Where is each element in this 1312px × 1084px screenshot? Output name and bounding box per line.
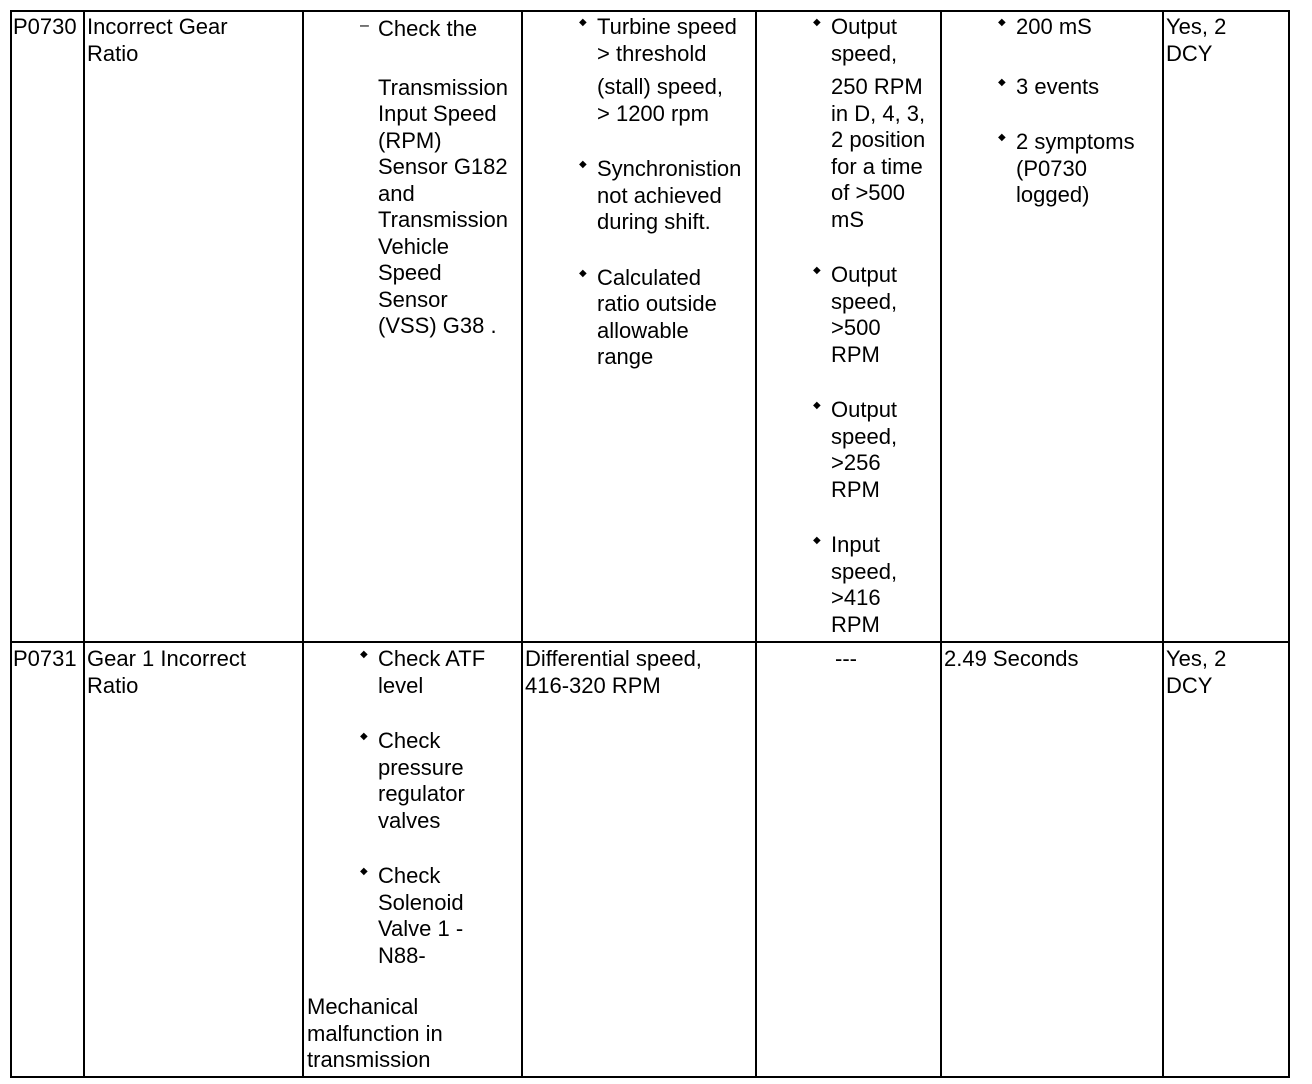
- monitor-strategy-value: Differential speed, 416-320 RPM: [525, 646, 702, 698]
- table-border-right: [1288, 10, 1290, 1078]
- enable-condition-item: ◆ Output speed, >500 RPM: [813, 262, 941, 368]
- enable-condition-item: ◆ Output speed,: [813, 14, 941, 67]
- dtc-description: Incorrect Gear Ratio: [87, 14, 228, 66]
- remedy-item: ◆ Check Solenoid Valve 1 - N88-: [360, 863, 525, 969]
- dtc-description: Gear 1 Incorrect Ratio: [87, 646, 246, 698]
- remedy-item-continuation: Transmission Input Speed (RPM) Sensor G182 and Transmission Vehicle Speed Sensor (VSS) G38 .: [378, 74, 508, 338]
- row-divider: [10, 641, 1290, 643]
- dtc-table: [10, 10, 1290, 1078]
- remedy-item: ◆ Check ATF level: [360, 646, 525, 699]
- table-border-left: [10, 10, 12, 1078]
- time-required-cell: [998, 14, 1160, 209]
- table-border-top: [10, 10, 1290, 12]
- enable-conditions-cell: [813, 14, 941, 638]
- time-required-item: ◆ 200 mS: [998, 14, 1160, 41]
- dtc-code: P0730: [13, 14, 77, 39]
- column-divider: [1162, 10, 1164, 1078]
- monitor-strategy-item: ◆ Calculated ratio outside allowable range: [579, 265, 757, 371]
- time-required-item: ◆ 3 events: [998, 74, 1160, 101]
- table-border-bottom: [10, 1076, 1290, 1078]
- column-divider: [302, 10, 304, 1078]
- mil-illumination: Yes, 2 DCY: [1166, 646, 1227, 698]
- remedy-item: – Check the: [360, 16, 525, 43]
- remedy-item: ◆ Check pressure regulator valves: [360, 728, 525, 834]
- enable-conditions-value: ---: [835, 646, 857, 671]
- remedy-item: Mechanical malfunction in transmission: [307, 994, 443, 1072]
- monitor-strategy-cell: [579, 14, 757, 371]
- time-required-value: 2.49 Seconds: [944, 646, 1079, 671]
- dtc-code: P0731: [13, 646, 77, 671]
- remedy-cell: [360, 16, 525, 340]
- column-divider: [83, 10, 85, 1078]
- monitor-strategy-item: ◆ Synchronistion not achieved during shift.: [579, 156, 757, 236]
- mil-illumination: Yes, 2 DCY: [1166, 14, 1227, 66]
- enable-condition-item: ◆ Output speed, >256 RPM: [813, 397, 941, 503]
- time-required-item: ◆ 2 symptoms (P0730 logged): [998, 129, 1160, 209]
- remedy-cell: [360, 646, 525, 969]
- monitor-strategy-item: ◆ Turbine speed > threshold: [579, 14, 757, 67]
- enable-condition-item-cont: 250 RPM in D, 4, 3, 2 position for a time of >500 mS: [831, 74, 926, 232]
- monitor-strategy-item-cont: (stall) speed, > 1200 rpm: [597, 74, 723, 126]
- enable-condition-item: ◆ Input speed, >416 RPM: [813, 532, 941, 638]
